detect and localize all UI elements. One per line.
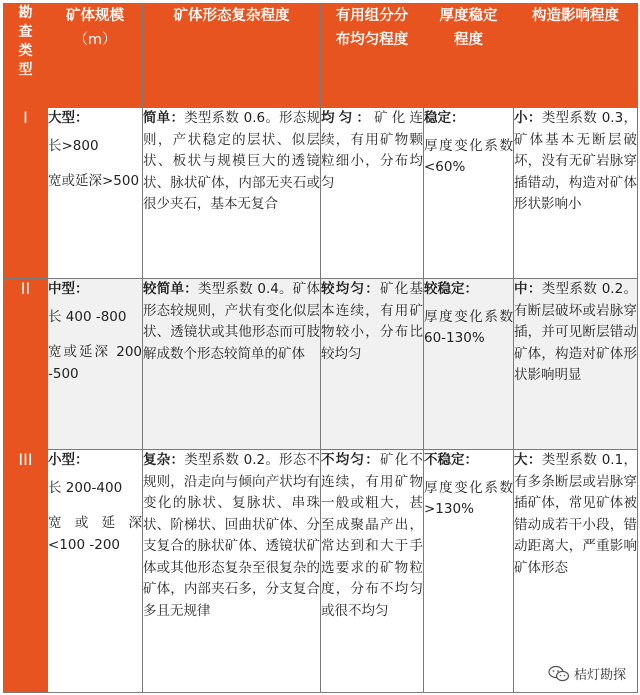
header-row [4, 4, 638, 108]
category-cell: I [4, 108, 48, 279]
header-category: 勘查类型 [4, 4, 48, 108]
thickness-cell: 不稳定： 厚度变化系数>130% [424, 450, 514, 693]
exploration-type-table [3, 3, 638, 693]
morphology-cell: 简单：类型系数 0.6。形态规则，产状稳定的层状、似层状、板状与规模巨大的透镜状、脉状矿体，内部无夹石或很少夹石，基本无复合 [143, 108, 321, 279]
header-thickness: 厚度稳定 程度 [424, 4, 514, 108]
wechat-icon [548, 665, 570, 683]
category-cell: II [4, 279, 48, 450]
component-cell: 不均匀：矿化不连续，有用矿物一般或粗大，甚至成聚晶产出，常达到和大于手选要求的矿物粒度，分布不均匀或很不均匀 [321, 450, 424, 693]
category-cell: III [4, 450, 48, 693]
header-component: 有用组分分 布均匀程度 [321, 4, 424, 108]
table-row-type-2 [4, 279, 638, 450]
scale-cell: 小型： 长 200-400 宽或延深 <100 -200 [48, 450, 143, 693]
table-row-type-3 [4, 450, 638, 693]
morphology-cell: 较简单：类型系数 0.4。矿体形态较规则，产状有变化似层状、透镜状或其他形态而可肢解成数个形态较简单的矿体 [143, 279, 321, 450]
scale-cell: 大型： 长>800 宽或延深>500 [48, 108, 143, 279]
component-cell: 较均匀：矿化基本连续，有用矿物较小，分布比较均匀 [321, 279, 424, 450]
morphology-cell: 复杂：类型系数 0.2。形态不规则，沿走向与倾向产状均有变化的脉状、复脉状、串珠状、阶梯状、回曲状矿体、分支复合的脉状矿体、透镜状矿体或其他形态复杂至很复杂的矿体，内部夹石多，分支复合多且无规律 [143, 450, 321, 693]
thickness-cell: 稳定： 厚度变化系数<60% [424, 108, 514, 279]
thickness-cell: 较稳定： 厚度变化系数 60-130% [424, 279, 514, 450]
scale-cell: 中型： 长 400 -800 宽或延深 200 -500 [48, 279, 143, 450]
structure-cell: 中：类型系数 0.2。有断层破坏或岩脉穿插，并可见断层错动矿体，构造对矿体形状影响明显 [514, 279, 638, 450]
structure-cell: 小：类型系数 0.3，矿体基本无断层破坏，没有无矿岩脉穿插错动，构造对矿体形状影响小 [514, 108, 638, 279]
header-structure: 构造影响程度 [514, 4, 638, 108]
component-cell: 均匀：矿化连续，有用矿物颗粒细小，分布均匀 [321, 108, 424, 279]
watermark [548, 664, 626, 683]
watermark-text: 桔灯勘探 [573, 668, 626, 683]
header-morphology: 矿体形态复杂程度 [143, 4, 321, 108]
structure-cell: 大：类型系数 0.1，有多条断层或岩脉穿插矿体，常见矿体被错动成若干小段，错动距离大，严重影响矿体形态 [514, 450, 638, 693]
table-row-type-1 [4, 108, 638, 279]
header-scale: 矿体规模 （m） [48, 4, 143, 108]
